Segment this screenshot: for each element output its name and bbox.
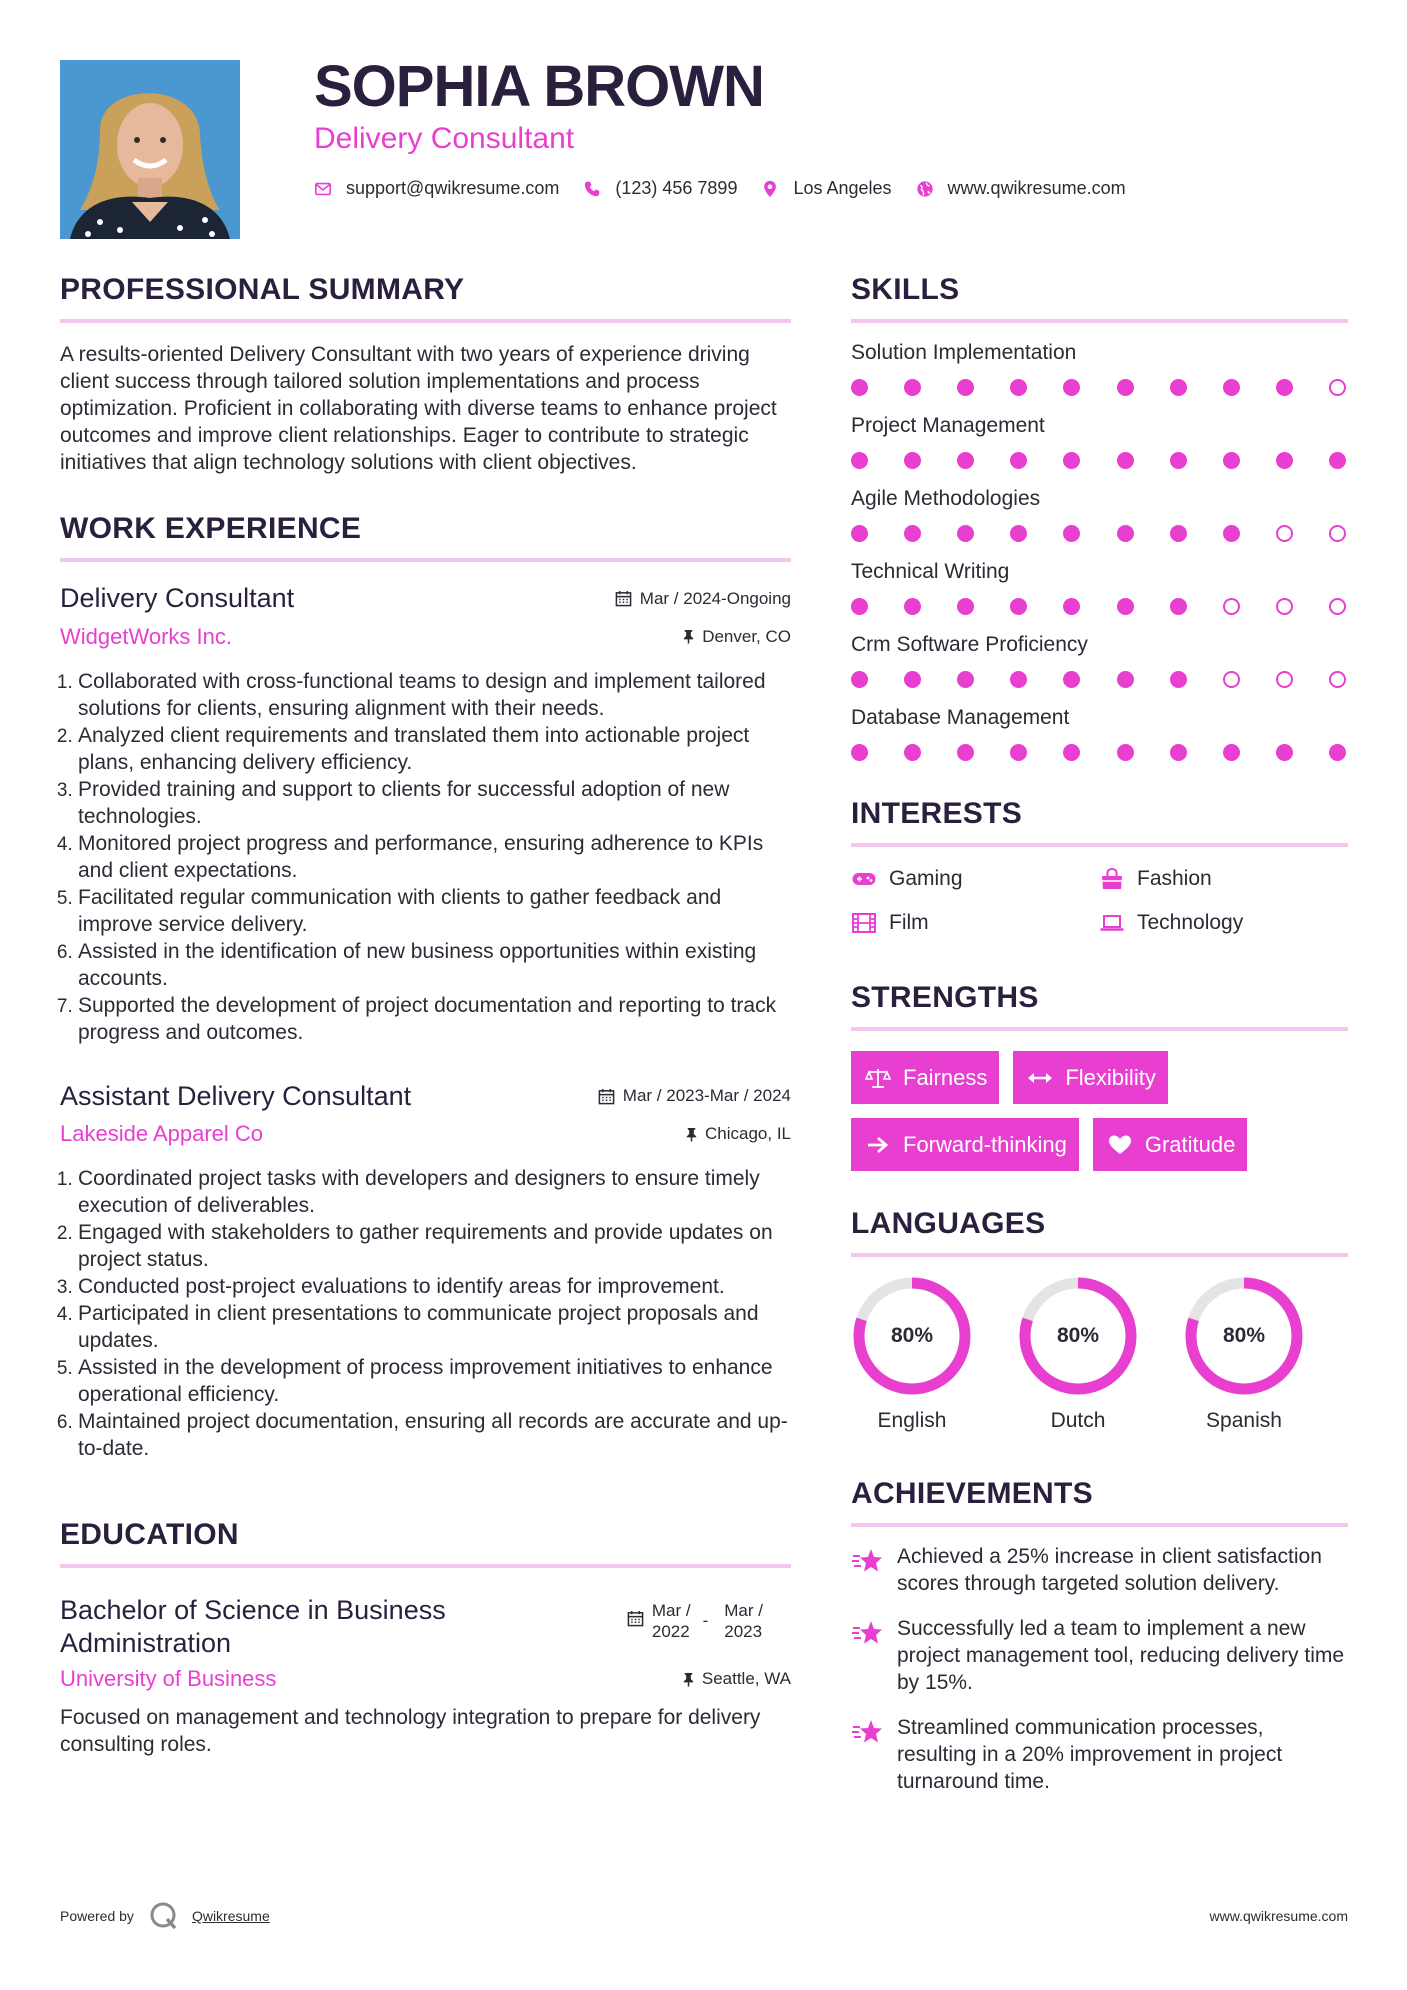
- list-item: 2. Engaged with stakeholders to gather requirements and provide updates on project status.: [78, 1219, 791, 1273]
- rating-dot-filled: [1117, 452, 1134, 469]
- section-divider: [851, 1027, 1348, 1031]
- language-ring: [851, 1275, 973, 1397]
- avatar: [60, 60, 240, 239]
- interest-gaming: [851, 867, 1099, 891]
- strength-gratitude: [1093, 1118, 1248, 1171]
- calendar-icon: [627, 1610, 644, 1627]
- list-item: 7. Supported the development of project documentation and reporting to track progress and outcomes.: [78, 992, 791, 1046]
- achievement-text: Successfully led a team to implement a new project management tool, reducing delivery time by 15%.: [897, 1617, 1345, 1694]
- list-item: 3. Conducted post-project evaluations to identify areas for improvement.: [78, 1273, 791, 1300]
- candidate-title: Delivery Consultant: [314, 122, 575, 155]
- rating-dot-filled: [1276, 452, 1293, 469]
- star-burst-icon: [851, 1718, 883, 1746]
- skill-name: Technical Writing: [851, 560, 1010, 583]
- rating-dot-filled: [957, 744, 974, 761]
- job-location: [684, 1124, 791, 1144]
- rating-dot-filled: [851, 598, 868, 615]
- rating-dot-empty: [1223, 671, 1240, 688]
- rating-dot-filled: [904, 452, 921, 469]
- rating-dot-empty: [1329, 379, 1346, 396]
- education-location-text: Seattle, WA: [701, 1669, 791, 1689]
- education-degree: Bachelor of Science in Business Administration: [60, 1595, 446, 1659]
- skills-list: [851, 341, 1348, 761]
- rating-dot-filled: [904, 744, 921, 761]
- language-item: [851, 1275, 973, 1433]
- summary-heading: PROFESSIONAL SUMMARY: [60, 273, 465, 306]
- interest-label: Technology: [1137, 911, 1244, 934]
- contact-email[interactable]: [314, 178, 559, 199]
- job-company: Lakeside Apparel Co: [60, 1121, 264, 1147]
- education-start-month: Mar /: [651, 1601, 691, 1621]
- experience-section: [60, 514, 791, 1462]
- contact-website[interactable]: [916, 178, 1126, 199]
- rating-dot-filled: [957, 452, 974, 469]
- language-percent: 80%: [1056, 1324, 1100, 1347]
- rating-dot-empty: [1223, 598, 1240, 615]
- language-percent: 80%: [1222, 1324, 1266, 1347]
- rating-dot-filled: [1117, 744, 1134, 761]
- rating-dot-filled: [1170, 379, 1187, 396]
- job-company: WidgetWorks Inc.: [60, 623, 232, 649]
- balance-scale-icon: [865, 1067, 891, 1089]
- powered-by-label: Powered by: [60, 1908, 134, 1924]
- interest-label: Film: [889, 911, 929, 934]
- section-divider: [60, 558, 791, 562]
- rating-dot-filled: [957, 598, 974, 615]
- achievement-item: [851, 1543, 1348, 1597]
- rating-dot-empty: [1276, 525, 1293, 542]
- contact-email-text: support@qwikresume.com: [346, 178, 560, 198]
- job-role: Assistant Delivery Consultant: [60, 1080, 412, 1111]
- section-divider: [851, 843, 1348, 847]
- interests-heading: INTERESTS: [851, 797, 1023, 830]
- skill-rating: [851, 525, 1348, 542]
- languages-list: [851, 1275, 1348, 1433]
- section-divider: [851, 1253, 1348, 1257]
- job-location-text: Chicago, IL: [705, 1124, 791, 1144]
- section-divider: [851, 1523, 1348, 1527]
- thumbtack-icon: [684, 1127, 699, 1142]
- achievement-text: Achieved a 25% increase in client satisfaction scores through targeted solution delivery.: [897, 1545, 1322, 1595]
- rating-dot-filled: [1063, 598, 1080, 615]
- rating-dot-filled: [957, 671, 974, 688]
- rating-dot-filled: [1063, 525, 1080, 542]
- map-pin-icon: [761, 180, 779, 198]
- interest-film: [851, 911, 1099, 935]
- rating-dot-filled: [1010, 671, 1027, 688]
- thumbtack-icon: [681, 1672, 696, 1687]
- section-divider: [60, 319, 791, 323]
- rating-dot-filled: [1010, 452, 1027, 469]
- skill-item: [851, 560, 1348, 615]
- rating-dot-filled: [1276, 744, 1293, 761]
- rating-dot-filled: [1010, 525, 1027, 542]
- list-item: 2. Analyzed client requirements and translated them into actionable project plans, enhancing delivery efficiency.: [78, 722, 791, 776]
- list-item: 1. Coordinated project tasks with developers and designers to ensure timely execution of deliverables.: [78, 1165, 791, 1219]
- job-role: Delivery Consultant: [60, 583, 295, 613]
- strength-forward-thinking: [851, 1118, 1079, 1171]
- job-date-text: Mar / 2024-Ongoing: [639, 588, 791, 608]
- skill-name: Agile Methodologies: [851, 487, 1041, 510]
- skill-item: [851, 633, 1348, 688]
- list-item: 4. Monitored project progress and performance, ensuring adherence to KPIs and client expectations.: [78, 830, 791, 884]
- profile-photo: [60, 60, 240, 239]
- skill-item: [851, 706, 1348, 761]
- strength-label: Gratitude: [1144, 1131, 1236, 1157]
- rating-dot-empty: [1276, 671, 1293, 688]
- achievement-item: [851, 1615, 1348, 1696]
- rating-dot-filled: [1170, 452, 1187, 469]
- rating-dot-empty: [1329, 525, 1346, 542]
- skill-name: Solution Implementation: [851, 341, 1077, 364]
- skill-item: [851, 487, 1348, 542]
- rating-dot-filled: [1329, 744, 1346, 761]
- job-date: [615, 589, 791, 609]
- rating-dot-filled: [1170, 525, 1187, 542]
- skills-heading: SKILLS: [851, 273, 960, 306]
- skill-name: Project Management: [851, 414, 1045, 437]
- experience-heading: WORK EXPERIENCE: [60, 512, 362, 545]
- education-start-year: 2022: [651, 1622, 690, 1642]
- footer-brand-link[interactable]: Qwikresume: [191, 1908, 270, 1924]
- education-description: Focused on management and technology integration to prepare for delivery consulting roles.: [60, 1706, 761, 1757]
- rating-dot-empty: [1329, 671, 1346, 688]
- achievements-section: [851, 1479, 1348, 1795]
- achievements-heading: ACHIEVEMENTS: [851, 1477, 1093, 1510]
- education-school: University of Business: [60, 1666, 277, 1692]
- heart-icon: [1107, 1134, 1133, 1156]
- rating-dot-filled: [1170, 671, 1187, 688]
- strengths-heading: STRENGTHS: [851, 981, 1039, 1014]
- footer-powered-by: [60, 1900, 270, 1932]
- calendar-icon: [615, 590, 632, 607]
- star-burst-icon: [851, 1547, 883, 1575]
- rating-dot-filled: [1117, 379, 1134, 396]
- rating-dot-filled: [1063, 671, 1080, 688]
- summary-text: A results-oriented Delivery Consultant with two years of experience driving client success through tailored solution implementations and process optimization. Proficient in collaborating with diverse teams to enhance project outcomes and improve client relationships. Eager to contribute to strategic initiatives that align technology solutions with client objectives.: [60, 343, 777, 474]
- rating-dot-filled: [1063, 452, 1080, 469]
- list-item: 5. Assisted in the development of process improvement initiatives to enhance operational efficiency.: [78, 1354, 791, 1408]
- rating-dot-filled: [851, 671, 868, 688]
- rating-dot-filled: [1170, 744, 1187, 761]
- skill-item: [851, 414, 1348, 469]
- skill-rating: [851, 452, 1348, 469]
- achievement-text: Streamlined communication processes, resulting in a 20% improvement in project turnaround time.: [897, 1716, 1283, 1793]
- list-item: 5. Facilitated regular communication with clients to gather feedback and improve service delivery.: [78, 884, 791, 938]
- section-divider: [60, 1564, 791, 1568]
- education-location: [681, 1669, 791, 1689]
- skill-name: Database Management: [851, 706, 1070, 729]
- rating-dot-filled: [1276, 379, 1293, 396]
- envelope-icon: [314, 180, 332, 198]
- gamepad-icon: [851, 868, 877, 890]
- right-column: [851, 275, 1348, 1795]
- thumbtack-icon: [681, 629, 696, 644]
- rating-dot-filled: [1329, 452, 1346, 469]
- laptop-icon: [1099, 912, 1125, 934]
- list-item: 1. Collaborated with cross-functional teams to design and implement tailored solutions for clients, ensuring alignment with their needs.: [78, 668, 791, 722]
- film-icon: [851, 912, 877, 934]
- job-date: [598, 1086, 791, 1106]
- language-name: Dutch: [1050, 1409, 1106, 1432]
- language-name: English: [877, 1409, 947, 1432]
- education-date-separator: -: [702, 1611, 709, 1631]
- interest-technology: [1099, 911, 1347, 935]
- summary-section: [60, 275, 791, 476]
- contact-location-text: Los Angeles: [793, 178, 892, 198]
- language-item: [1017, 1275, 1139, 1433]
- education-end-year: 2023: [724, 1622, 763, 1642]
- rating-dot-filled: [851, 525, 868, 542]
- contact-location: [761, 178, 891, 199]
- qwikresume-logo-icon: [148, 1900, 180, 1932]
- list-item: 6. Maintained project documentation, ensuring all records are accurate and up-to-date.: [78, 1408, 791, 1462]
- rating-dot-filled: [1223, 452, 1240, 469]
- job-points: [60, 668, 791, 1046]
- strength-label: Fairness: [903, 1064, 988, 1090]
- rating-dot-filled: [851, 452, 868, 469]
- list-item: 4. Participated in client presentations to communicate project proposals and updates.: [78, 1300, 791, 1354]
- rating-dot-filled: [1117, 525, 1134, 542]
- skill-rating: [851, 379, 1348, 396]
- contact-phone-text: (123) 456 7899: [615, 178, 738, 198]
- interest-label: Fashion: [1137, 867, 1212, 890]
- job-entry: [60, 1082, 791, 1463]
- rating-dot-filled: [1063, 744, 1080, 761]
- rating-dot-empty: [1329, 598, 1346, 615]
- job-points: [60, 1165, 791, 1462]
- rating-dot-filled: [1117, 671, 1134, 688]
- strengths-section: [851, 983, 1348, 1185]
- skills-section: [851, 275, 1348, 761]
- achievement-item: [851, 1714, 1348, 1795]
- job-location-text: Denver, CO: [702, 626, 791, 646]
- contact-website-text: www.qwikresume.com: [947, 178, 1126, 198]
- globe-icon: [916, 180, 934, 198]
- rating-dot-filled: [1063, 379, 1080, 396]
- languages-section: [851, 1209, 1348, 1433]
- section-divider: [851, 319, 1348, 323]
- job-entry: [60, 584, 791, 1046]
- rating-dot-filled: [1170, 598, 1187, 615]
- language-item: [1183, 1275, 1305, 1433]
- rating-dot-filled: [904, 671, 921, 688]
- language-ring: [1183, 1275, 1305, 1397]
- rating-dot-filled: [851, 744, 868, 761]
- calendar-icon: [598, 1088, 615, 1105]
- arrow-right-icon: [865, 1134, 891, 1156]
- education-end-month: Mar /: [724, 1601, 763, 1621]
- star-burst-icon: [851, 1619, 883, 1647]
- rating-dot-filled: [1010, 379, 1027, 396]
- phone-icon: [583, 180, 601, 198]
- skill-rating: [851, 671, 1348, 688]
- skill-name: Crm Software Proficiency: [851, 633, 1088, 656]
- rating-dot-filled: [1010, 598, 1027, 615]
- language-ring: [1017, 1275, 1139, 1397]
- skill-rating: [851, 744, 1348, 761]
- strength-label: Forward-thinking: [903, 1131, 1067, 1157]
- education-heading: EDUCATION: [60, 1518, 239, 1552]
- strength-label: Flexibility: [1065, 1064, 1156, 1090]
- rating-dot-filled: [1223, 525, 1240, 542]
- strength-flexibility: [1013, 1051, 1167, 1104]
- rating-dot-filled: [904, 525, 921, 542]
- interest-label: Gaming: [889, 867, 963, 890]
- language-name: Spanish: [1206, 1409, 1282, 1432]
- interests-section: [851, 799, 1348, 935]
- arrows-horizontal-icon: [1027, 1067, 1053, 1089]
- rating-dot-empty: [1276, 598, 1293, 615]
- rating-dot-filled: [1223, 744, 1240, 761]
- rating-dot-filled: [957, 379, 974, 396]
- language-percent: 80%: [890, 1324, 934, 1347]
- rating-dot-filled: [1223, 379, 1240, 396]
- skill-item: [851, 341, 1348, 396]
- contact-phone[interactable]: [583, 178, 737, 199]
- list-item: 6. Assisted in the identification of new business opportunities within existing accounts.: [78, 938, 791, 992]
- candidate-name: SOPHIA BROWN: [314, 54, 764, 119]
- skill-rating: [851, 598, 1348, 615]
- rating-dot-filled: [957, 525, 974, 542]
- education-section: [60, 1520, 791, 1758]
- job-date-text: Mar / 2023-Mar / 2024: [622, 1086, 791, 1106]
- languages-heading: LANGUAGES: [851, 1207, 1046, 1240]
- contact-bar: [314, 178, 1150, 199]
- shopping-bag-icon: [1099, 868, 1125, 890]
- rating-dot-filled: [851, 379, 868, 396]
- rating-dot-filled: [1010, 744, 1027, 761]
- left-column: [60, 275, 791, 1758]
- rating-dot-filled: [904, 598, 921, 615]
- rating-dot-filled: [1117, 598, 1134, 615]
- list-item: 3. Provided training and support to clients for successful adoption of new technologies.: [78, 776, 791, 830]
- job-location: [681, 627, 791, 647]
- strength-fairness: [851, 1051, 999, 1104]
- footer-website[interactable]: www.qwikresume.com: [1209, 1908, 1348, 1924]
- rating-dot-filled: [904, 379, 921, 396]
- interest-fashion: [1099, 867, 1347, 891]
- education-dates: [627, 1600, 763, 1660]
